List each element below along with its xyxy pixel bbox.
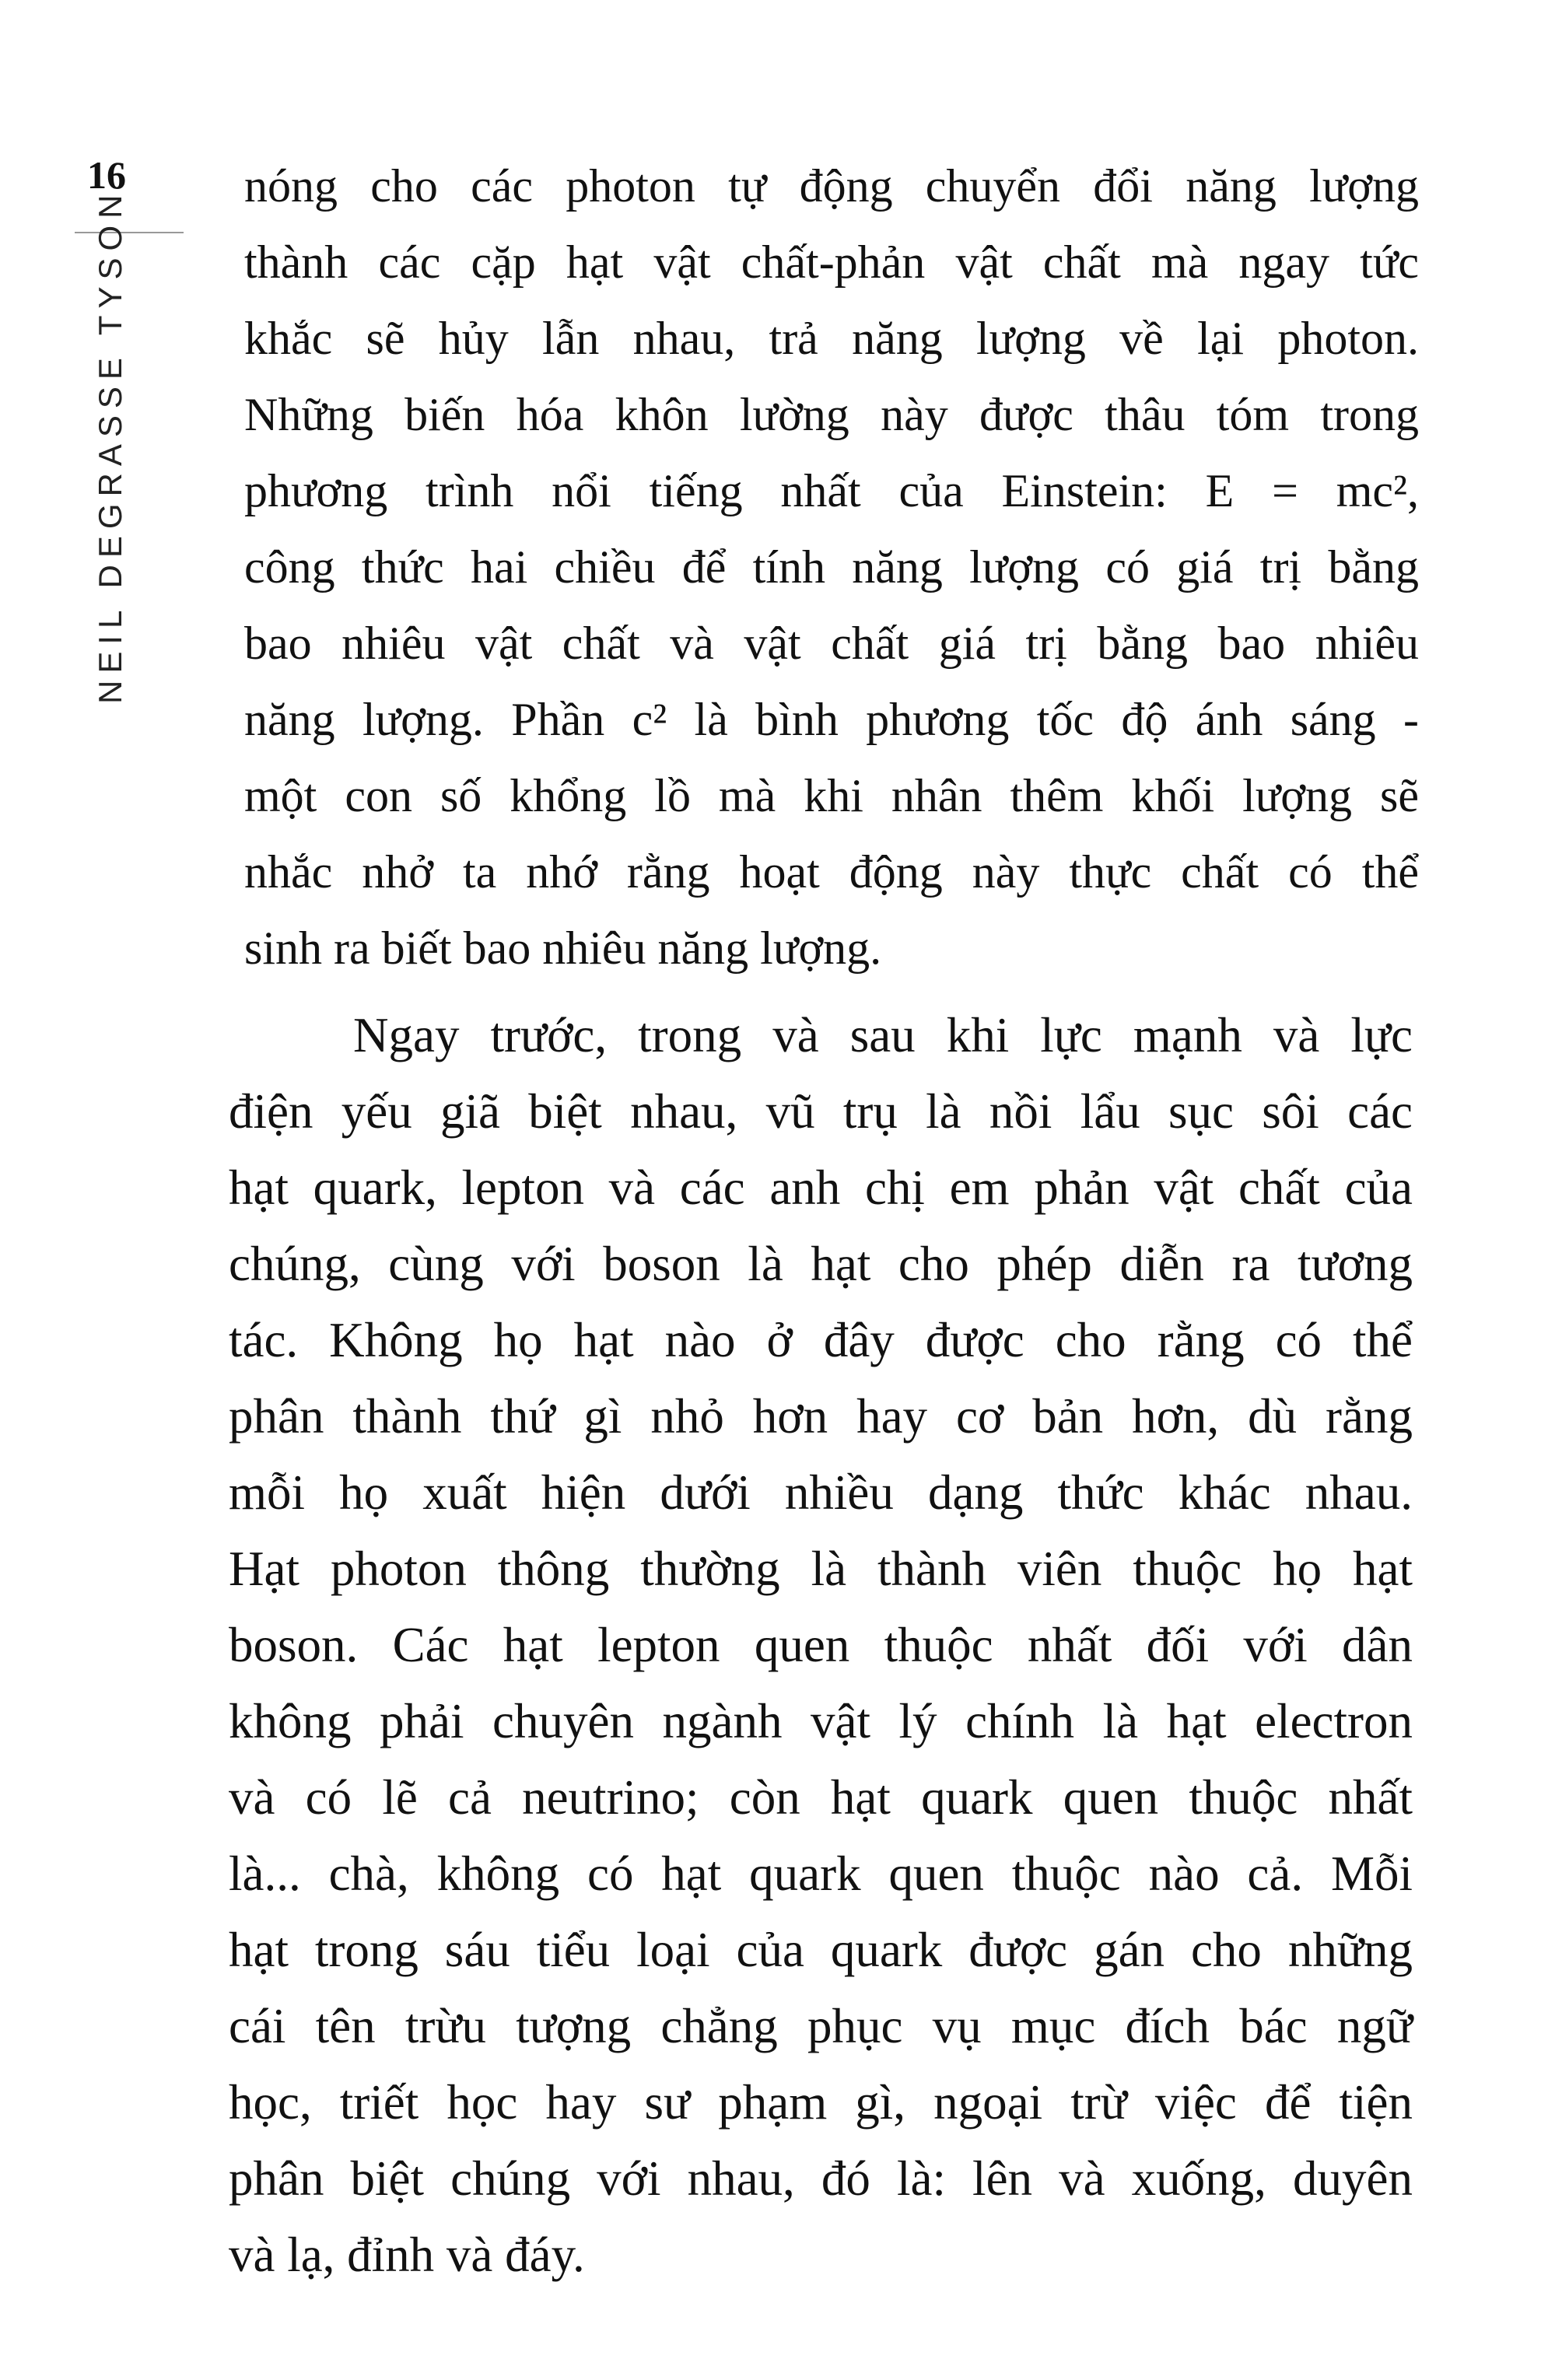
text-line: nóng cho các photon tự động chuyển đổi năng lượng (244, 160, 1419, 212)
text-line: nhắc nhở ta nhớ rằng hoạt động này thực chất có thể (244, 846, 1419, 898)
text-line: mỗi họ xuất hiện dưới nhiều dạng thức khác nhau. (229, 1465, 1413, 1520)
text-line: phân thành thứ gì nhỏ hơn hay cơ bản hơn, dù rằng (229, 1389, 1413, 1444)
text-line: là... chà, không có hạt quark quen thuộc nào cả. Mỗi (229, 1846, 1413, 1901)
text-line: phân biệt chúng với nhau, đó là: lên và xuống, duyên (229, 2151, 1413, 2206)
text-line: bao nhiêu vật chất và vật chất giá trị bằng bao nhiêu (244, 618, 1419, 669)
text-line: một con số khổng lồ mà khi nhân thêm khối lượng sẽ (244, 770, 1419, 821)
text-line: điện yếu giã biệt nhau, vũ trụ là nồi lẩu sục sôi các (229, 1084, 1413, 1139)
text-line: boson. Các hạt lepton quen thuộc nhất đối với dân (229, 1618, 1413, 1672)
text-line: và có lẽ cả neutrino; còn hạt quark quen thuộc nhất (229, 1770, 1413, 1825)
text-line: thành các cặp hạt vật chất-phản vật chất mà ngay tức (244, 236, 1419, 288)
paragraph-1 (244, 148, 1419, 986)
running-head-author: NEIL DEGRASSE TYSON (92, 187, 128, 704)
text-line: hạt trong sáu tiểu loại của quark được gán cho những (229, 1923, 1413, 1977)
text-line: công thức hai chiều để tính năng lượng có giá trị bằng (244, 541, 1419, 593)
text-line: Những biến hóa khôn lường này được thâu tóm trong (244, 389, 1419, 440)
text-line: học, triết học hay sư phạm gì, ngoại trừ việc để tiện (229, 2075, 1413, 2130)
page-number: 16 (87, 153, 126, 197)
text-line: hạt quark, lepton và các anh chị em phản vật chất của (229, 1160, 1413, 1215)
text-line: tác. Không họ hạt nào ở đây được cho rằng có thể (229, 1313, 1413, 1367)
text-line: Hạt photon thông thường là thành viên thuộc họ hạt (229, 1542, 1413, 1596)
text-line: và lạ, đỉnh và đáy. (229, 2228, 585, 2282)
text-line: không phải chuyên ngành vật lý chính là hạt electron (229, 1694, 1413, 1748)
header-divider (75, 232, 184, 233)
text-line: năng lượng. Phần c² là bình phương tốc độ ánh sáng - (244, 694, 1419, 745)
text-line: Ngay trước, trong và sau khi lực mạnh và lực (353, 1008, 1413, 1062)
text-line: chúng, cùng với boson là hạt cho phép diễn ra tương (229, 1237, 1413, 1291)
text-line: khắc sẽ hủy lẫn nhau, trả năng lượng về lại photon. (244, 313, 1419, 364)
text-line: cái tên trừu tượng chẳng phục vụ mục đích bác ngữ (229, 1999, 1413, 2053)
text-line: sinh ra biết bao nhiêu năng lượng. (244, 922, 882, 974)
paragraph-2 (229, 997, 1413, 2293)
text-line: phương trình nổi tiếng nhất của Einstein: E = mc², (244, 465, 1419, 516)
